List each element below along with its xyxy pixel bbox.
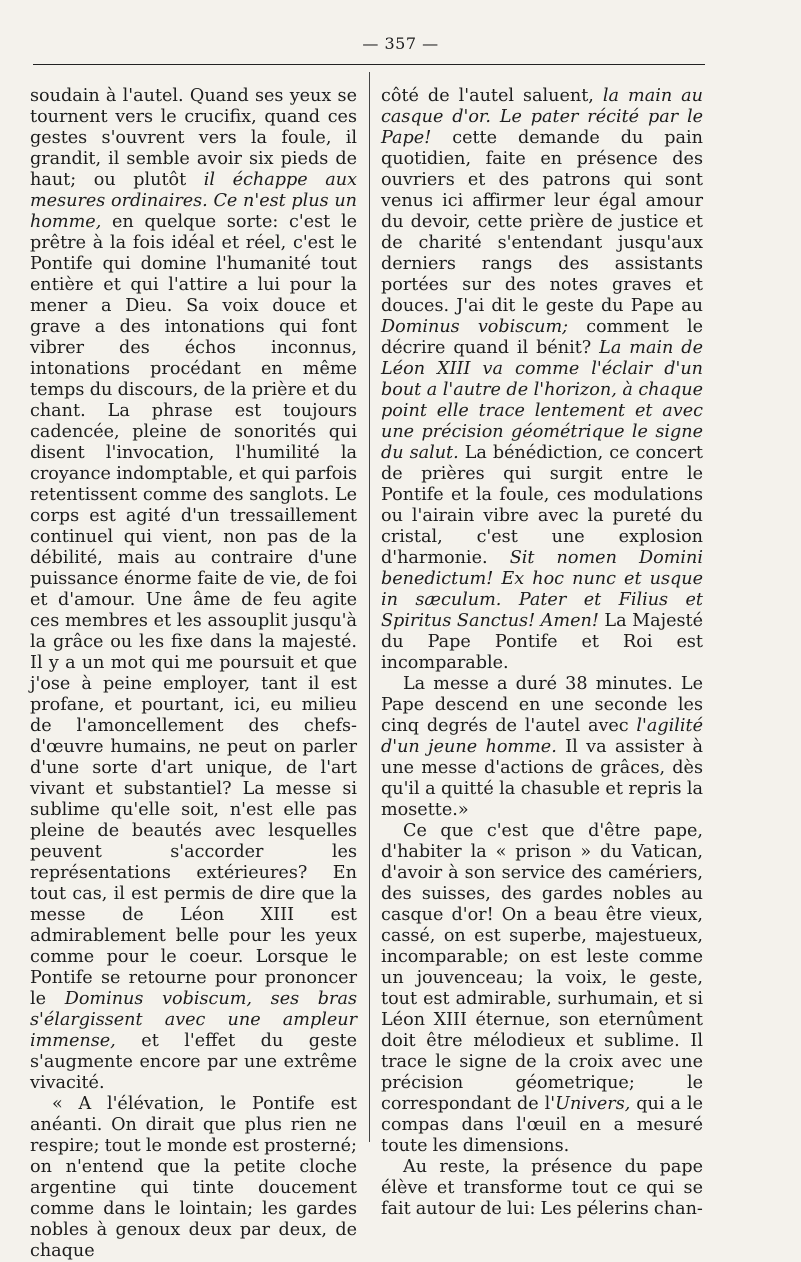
text-run: cette demande du pain quotidien, faite en présence des ouvriers et des patrons qui sont venus ici affirmer leur égal amour du devoir, cette prière de justice et de charité s'entendant jusqu'aux derniers rangs des assistants portées sur des notes graves et douces. J'ai dit le geste du Pape au — [381, 128, 703, 316]
paragraph — [381, 674, 703, 821]
italic-text: Dominus vobiscum, ses bras s'élargissent avec une ampleur immense, — [30, 989, 357, 1051]
text-run: Il va assister à une messe d'actions de grâces, dès qu'il a quitté la chasuble et repris la mosette.» — [381, 737, 703, 820]
page-number: — 357 — — [362, 34, 439, 53]
italic-text: la main au casque d'or. Le pater récité par le Pape! — [381, 86, 703, 148]
text-run: « A l'élévation, le Pontife est anéanti. On dirait que plus rien ne respire; tout le monde est prosterné; on n'entend que la petite cloche argentine qui tinte doucement comme dans le lointain; les gardes nobles à genoux deux par deux, de chaque — [30, 1094, 357, 1261]
header-rule — [33, 64, 705, 65]
text-run: Au reste, la présence du pape élève et transforme tout ce qui se fait autour de lui: Les pélerins chan- — [381, 1157, 703, 1219]
paragraph — [381, 86, 703, 674]
paragraph — [30, 1094, 357, 1262]
right-column — [381, 86, 703, 1220]
text-run: soudain à l'autel. Quand ses yeux se tournent vers le crucifix, quand ces gestes s'ouvrent vers la foule, il grandit, il semble avoir six pieds de haut; ou plutôt — [30, 86, 357, 190]
italic-text: Univers, — [555, 1094, 631, 1114]
text-run: côté de l'autel saluent, — [381, 86, 603, 106]
text-run: La bénédiction, ce concert de prières qui surgit entre le Pontife et la foule, ces modulations ou l'airain vibre avec la pureté du cristal, c'est une explosion d'harmonie. — [381, 443, 703, 568]
text-run: La Majesté du Pape Pontife et Roi est incomparable. — [381, 611, 703, 673]
text-run: qui a le compas dans l'œuil en a mesuré toute les dimensions. — [381, 1094, 703, 1156]
text-run: La messe a duré 38 minutes. Le Pape descend en une seconde les cinq degrés de l'autel avec — [381, 674, 703, 736]
left-column — [30, 86, 357, 1262]
text-run: en quelque sorte: c'est le prêtre à la fois idéal et réel, c'est le Pontife qui domine l'humanité tout entière et qui l'attire a lui pour la mener a Dieu. Sa voix douce et grave a des intonations qui font vibrer des échos inconnus, intonations procédant en même temps du discours, de la prière et du chant. La phrase est toujours cadencée, pleine de sonorités qui disent l'invocation, l'humilité la croyance indomptable, et qui parfois retentissent comme des sanglots. Le corps est agité d'un tressaillement continuel qui vient, non pas de la débilité, mais au contraire d'une puissance énorme faite de vie, de foi et d'amour. Une âme de feu agite ces membres et les assouplit jusqu'à la grâce ou les fixe dans la majesté. Il y a un mot qui me poursuit et que j'ose à peine employer, tant il est profane, et pourtant, ici, eu milieu de l'amoncellement des chefs-d'œuvre humains, ne peut on parler d'une sorte d'art unique, de l'art vivant et substantiel? La messe si sublime qu'elle soit, n'est elle pas pleine de beautés avec lesquelles peuvent s'accorder les représentations extérieures? En tout cas, il est permis de dire que la messe de Léon XIII est admirablement belle pour les yeux comme pour le coeur. Lorsque le Pontife se retourne pour prononcer le — [30, 212, 357, 1009]
text-run: comment le décrire quand il bénit? — [381, 317, 703, 358]
text-run: Ce que c'est que d'être pape, d'habiter la « prison » du Vatican, d'avoir à son service des camériers, des suisses, des gardes nobles au casque d'or! On a beau être vieux, cassé, on est superbe, majestueux, incomparable; on est leste comme un jouvenceau; la voix, le geste, tout est admirable, surhumain, et si Léon XIII éternue, son eternûment doit être mélodieux et sublime. Il trace le signe de la croix avec une précision géometrique; le correspondant de l' — [381, 821, 703, 1114]
italic-text: l'agilité d'un jeune homme. — [381, 716, 703, 757]
column-divider — [369, 72, 370, 1142]
italic-text: il échappe aux mesures ordinaires. Ce n'est plus un homme, — [30, 170, 357, 232]
italic-text: La main de Léon XIII va comme l'éclair d'un bout a l'autre de l'horizon, à chaque point elle trace lentement et avec une précision géométrique le signe du salut. — [381, 338, 703, 463]
italic-text: Sit nomen Domini benedictum! Ex hoc nunc et usque in sæculum. Pater et Filius et Spiritus Sanctus! Amen! — [381, 548, 703, 631]
paragraph — [381, 821, 703, 1157]
paragraph — [381, 1157, 703, 1220]
paragraph — [30, 86, 357, 1094]
text-run: et l'effet du geste s'augmente encore par une extrême vivacité. — [30, 1031, 357, 1093]
italic-text: Dominus vobiscum; — [381, 317, 569, 337]
